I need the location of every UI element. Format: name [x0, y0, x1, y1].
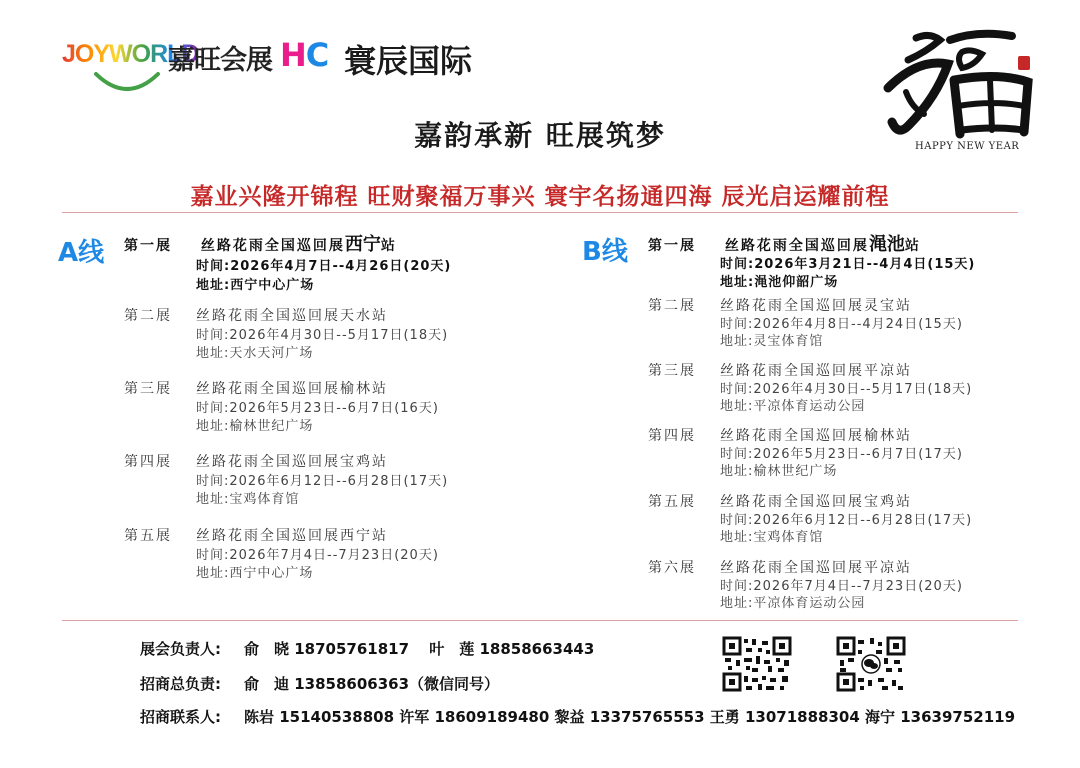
line-b-show-1: [648, 236, 975, 291]
show-time: 时间:2026年6月12日--6月28日(17天): [720, 513, 973, 528]
show-city: 西宁: [344, 234, 381, 255]
line-a-show-5: [124, 528, 439, 582]
contact-row-investment-lead: [140, 673, 499, 694]
show-order: 第二展: [648, 298, 696, 314]
line-b-show-6: [648, 560, 963, 612]
show-order: 第一展: [124, 238, 172, 254]
line-a-show-1: [124, 236, 451, 294]
line-b-show-4: [648, 428, 963, 480]
show-city: 渑池: [868, 234, 905, 255]
hc-logo: [280, 36, 328, 74]
show-name: 丝路花雨全国巡回展榆林站: [720, 428, 912, 444]
show-order: 第六展: [648, 560, 696, 576]
show-name: 丝路花雨全国巡回展: [724, 238, 869, 254]
show-address: 地址:渑池仰韶广场: [720, 275, 839, 290]
show-name: 丝路花雨全国巡回展平凉站: [720, 560, 912, 576]
joyworld-logo-cn: 嘉旺会展: [168, 45, 272, 76]
show-address: 地址:宝鸡体育馆: [196, 492, 300, 507]
show-address: 地址:灵宝体育馆: [720, 334, 824, 349]
hc-logo-c: C: [305, 36, 329, 74]
show-order: 第四展: [648, 428, 696, 444]
line-a-show-2: [124, 308, 448, 362]
show-address: 地址:榆林世纪广场: [196, 419, 314, 434]
main-slogan: 嘉韵承新 旺展筑梦: [414, 119, 666, 152]
contact-value: 俞 迪 13858606363（微信同号）: [244, 675, 500, 693]
red-banner-slogan: 嘉业兴隆开锦程 旺财聚福万事兴 寰宇名扬通四海 辰光启运耀前程: [190, 183, 890, 210]
top-divider: [62, 212, 1018, 213]
show-time: 时间:2026年6月12日--6月28日(17天): [196, 474, 449, 489]
wechat-qr-code-icon: [836, 636, 906, 692]
contact-value: 陈岩 15140538808 许军 18609189480 黎益 13375765553 王勇 13071888304 海宁 13639752119: [244, 708, 1016, 726]
contact-row-investment-contacts: [140, 706, 1015, 727]
show-name: 丝路花雨全国巡回展西宁站: [196, 528, 388, 544]
line-a-show-3: [124, 381, 439, 435]
show-time: 时间:2026年7月4日--7月23日(20天): [196, 548, 439, 563]
line-b-show-3: [648, 363, 972, 415]
line-b-show-5: [648, 494, 972, 546]
contact-value: 俞 晓 18705761817 叶 莲 18858663443: [244, 640, 595, 658]
show-address: 地址:天水天河广场: [196, 346, 314, 361]
show-name: 丝路花雨全国巡回展宝鸡站: [196, 454, 388, 470]
show-order: 第二展: [124, 308, 172, 324]
qr-code-icon: [722, 636, 792, 692]
show-name: 丝路花雨全国巡回展天水站: [196, 308, 388, 324]
joyworld-logo-text: JOYWORLD: [62, 40, 199, 68]
show-name: 丝路花雨全国巡回展: [200, 238, 345, 254]
show-address: 地址:平凉体育运动公园: [720, 399, 866, 414]
show-address: 地址:西宁中心广场: [196, 566, 314, 581]
hc-logo-h: H: [280, 36, 306, 74]
show-order: 第五展: [648, 494, 696, 510]
line-a-label: A线: [58, 238, 105, 268]
show-name: 丝路花雨全国巡回展平凉站: [720, 363, 912, 379]
show-order: 第五展: [124, 528, 172, 544]
show-time: 时间:2026年4月8日--4月24日(15天): [720, 317, 963, 332]
line-a-show-4: [124, 454, 448, 508]
contact-label: 招商总负责:: [140, 675, 221, 693]
show-time: 时间:2026年5月23日--6月7日(16天): [196, 401, 439, 416]
show-time: 时间:2026年3月21日--4月4日(15天): [720, 257, 976, 272]
bottom-divider: [62, 620, 1018, 621]
show-address: 地址:平凉体育运动公园: [720, 596, 866, 611]
show-time: 时间:2026年4月30日--5月17日(18天): [196, 328, 449, 343]
show-time: 时间:2026年4月30日--5月17日(18天): [720, 382, 973, 397]
show-address: 地址:榆林世纪广场: [720, 464, 838, 479]
show-suffix: 站: [380, 238, 395, 254]
line-b-label: B线: [582, 237, 628, 267]
show-name: 丝路花雨全国巡回展灵宝站: [720, 298, 912, 314]
show-order: 第三展: [648, 363, 696, 379]
show-address: 地址:西宁中心广场: [196, 278, 315, 293]
show-suffix: 站: [904, 238, 919, 254]
show-time: 时间:2026年7月4日--7月23日(20天): [720, 579, 963, 594]
contact-label: 展会负责人:: [140, 640, 221, 658]
contact-row-exhibition-lead: [140, 638, 594, 659]
show-time: 时间:2026年4月7日--4月26日(20天): [196, 259, 452, 274]
show-order: 第四展: [124, 454, 172, 470]
contact-label: 招商联系人:: [140, 708, 221, 726]
show-order: 第三展: [124, 381, 172, 397]
joyworld-swoosh-icon: [92, 70, 162, 98]
show-name: 丝路花雨全国巡回展榆林站: [196, 381, 388, 397]
line-b-show-2: [648, 298, 963, 350]
show-time: 时间:2026年5月23日--6月7日(17天): [720, 447, 963, 462]
show-address: 地址:宝鸡体育馆: [720, 530, 824, 545]
show-order: 第一展: [648, 238, 696, 254]
show-name: 丝路花雨全国巡回展宝鸡站: [720, 494, 912, 510]
happy-new-year-caption: HAPPY NEW YEAR: [915, 141, 1020, 152]
hc-logo-cn: 寰辰国际: [344, 42, 473, 80]
